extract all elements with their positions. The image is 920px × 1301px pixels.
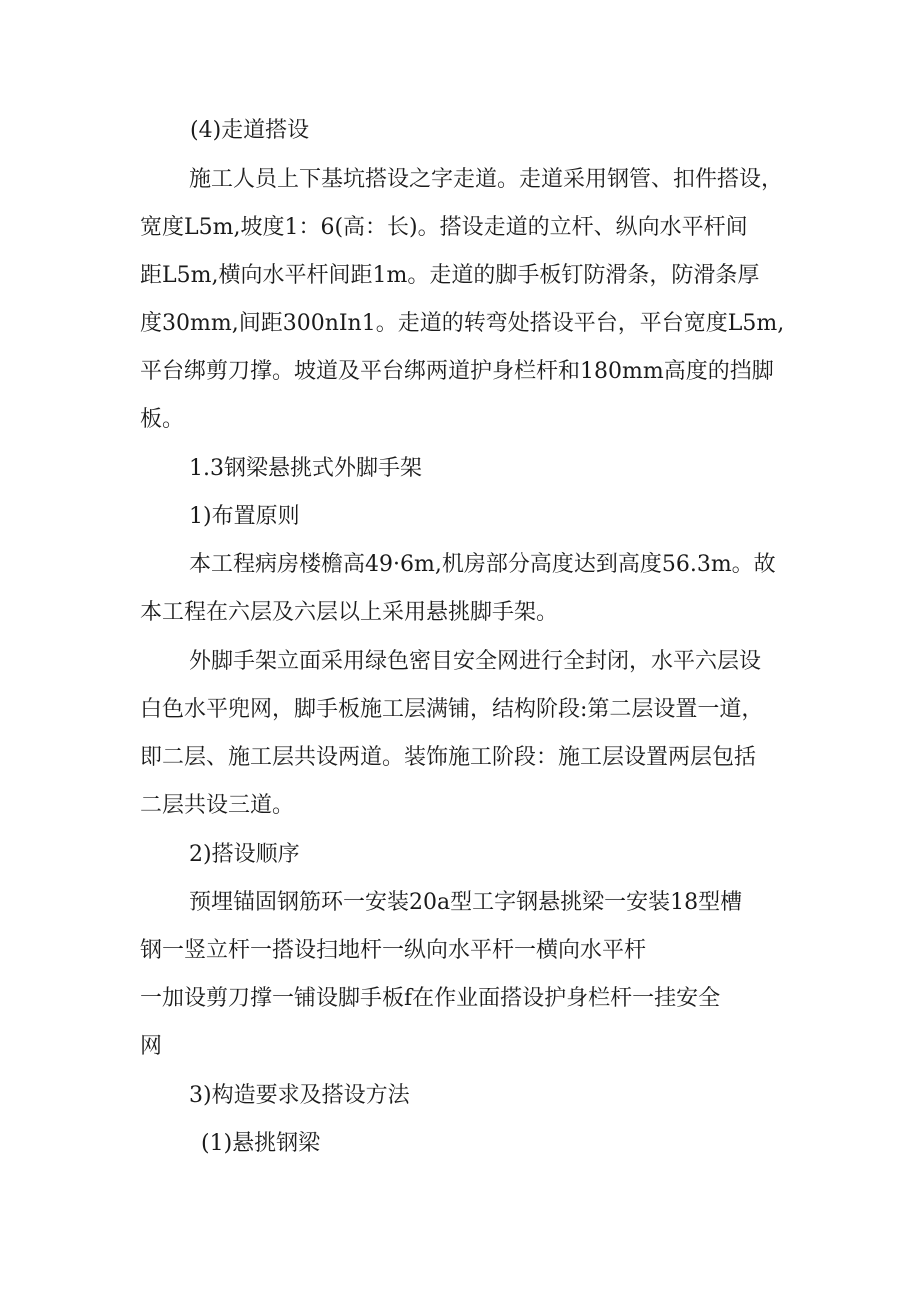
paragraph-line: 预埋锚固钢筋环一安装20a型工字钢悬挑梁一安装18型槽 xyxy=(189,890,743,915)
paragraph-line: 即二层、施工层共设两道。装饰施工阶段：施工层设置两层包括 xyxy=(140,745,757,770)
paragraph-line: 二层共设三道。 xyxy=(140,793,295,818)
paragraph-line: 白色水平兜网，脚手板施工层满铺，结构阶段:第二层设置一道， xyxy=(140,697,764,722)
paragraph-line: 外脚手架立面采用绿色密目安全网进行全封闭，水平六层设 xyxy=(189,649,762,674)
subheading-setup-sequence: 2)搭设顺序 xyxy=(189,842,300,867)
paragraph-line: 本工程病房楼檐高49·6m,机房部分高度达到高度56.3m。故 xyxy=(189,552,776,577)
subheading-construction-requirements: 3)构造要求及搭设方法 xyxy=(189,1083,410,1108)
paragraph-line: 钢一竖立杆一搭设扫地杆一纵向水平杆一横向水平杆 xyxy=(140,938,647,963)
subheading-walkway-setup: (4)走道搭设 xyxy=(190,118,310,143)
paragraph-line: 平台绑剪刀撑。坡道及平台绑两道护身栏杆和180mm高度的挡脚 xyxy=(140,359,774,384)
subheading-cantilever-steel-beam: (1)悬挑钢梁 xyxy=(201,1131,321,1156)
paragraph-line: 板。 xyxy=(140,407,185,432)
paragraph-line: 宽度L5m,坡度1：6(高：长)。搭设走道的立杆、纵向水平杆间 xyxy=(140,215,748,240)
paragraph-line: 施工人员上下基坑搭设之字走道。走道采用钢管、扣件搭设， xyxy=(189,167,784,192)
paragraph-line: 度30mm,间距300nIn1。走道的转弯处搭设平台，平台宽度L5m, xyxy=(140,311,785,336)
paragraph-line: 网 xyxy=(140,1034,163,1059)
subheading-layout-principle: 1)布置原则 xyxy=(189,504,300,529)
paragraph-line: 本工程在六层及六层以上采用悬挑脚手架。 xyxy=(140,600,559,625)
paragraph-line: 一加设剪刀撑一铺设脚手板f在作业面搭设护身栏杆一挂安全 xyxy=(140,986,721,1011)
paragraph-line: 距L5m,横向水平杆间距1m。走道的脚手板钉防滑条，防滑条厚 xyxy=(140,263,760,288)
section-heading: 1.3钢梁悬挑式外脚手架 xyxy=(189,456,422,481)
